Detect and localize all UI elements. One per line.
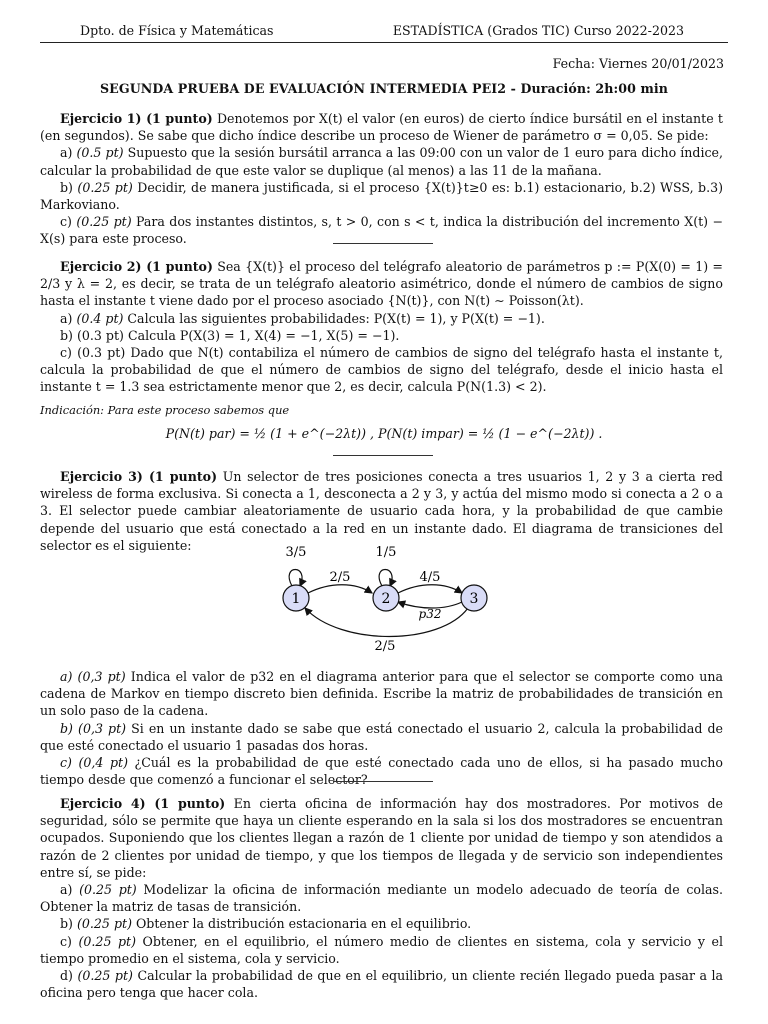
ex1-intro: Ejercicio 1) (1 punto) Denotemos por X(t) el valor (en euros) de cierto índice bursátil en el instante t (en segundos). Se sabe que dicho índice describe un proceso de Wiener de parámetro σ = 0,05. Se pide:: [40, 111, 723, 144]
ex2-part-c: c) (0.3 pt) Dado que N(t) contabiliza el número de cambios de signo del telégrafo hasta el instante t, calcula la probabilidad de que el número de cambios de signo del telégrafo, desde el inicio hasta el instante t = 1.3 sea estrictamente menor que 2, es decir, calcula P(N(1.3) < 2).: [40, 345, 723, 395]
edge-3-1-arrow: [305, 608, 468, 637]
header-rule: [40, 42, 728, 43]
state-3-label: 3: [469, 591, 479, 607]
ex1-heading: Ejercicio 1) (1 punto): [60, 111, 213, 126]
ex4-part-c: c) (0.25 pt) Obtener, en el equilibrio, el número medio de clientes en sistema, cola y servicio y el tiempo promedio en el sistema, cola y servicio.: [40, 933, 723, 966]
ex3-part-c: c) (0,4 pt) ¿Cuál es la probabilidad de que esté conectado cada uno de ellos, si ha pasado mucho tiempo desde que comenzó a funcionar el selector?: [40, 755, 723, 788]
exercise-4: [40, 795, 723, 1001]
ex3-part-b: b) (0,3 pt) Si en un instante dado se sabe que está conectado el usuario 2, calcula la probabilidad de que esté conectado el usuario 1 pasadas dos horas.: [40, 720, 723, 753]
ex3-intro: Ejercicio 3) (1 punto) Un selector de tres posiciones conecta a tres usuarios 1, 2 y 3 a cierta red wireless de forma exclusiva. Si conecta a 1, desconecta a 2 y 3, y actúa del mismo modo si conecta a 2 o a 3. El selector puede cambiar aleatoriamente de usuario cada hora, y la probabilidad de que cambie depende del usuario que está conectado a la red en un instante dado. El diagrama de transiciones del selector es el siguiente:: [40, 469, 723, 553]
ex2-part-a: a) (0.4 pt) Calcula las siguientes probabilidades: P(X(t) = 1), y P(X(t) = −1).: [60, 310, 545, 326]
edge-1-2-label: 2/5: [329, 570, 351, 585]
edge-3-1-label: 2/5: [374, 639, 396, 654]
ex1-part-a: a) (0.5 pt) Supuesto que la sesión bursátil arranca a las 09:00 con un valor de 1 euro para dicho índice, calcular la probabilidad de que este valor se duplique (al menos) a las 11 de la mañana.: [40, 145, 723, 178]
exercise-2: [40, 258, 723, 419]
separator: [333, 243, 433, 244]
exam-date: Fecha: Viernes 20/01/2023: [552, 56, 724, 71]
course-header: ESTADÍSTICA (Grados TIC) Curso 2022-2023: [392, 23, 684, 38]
ex4-part-a: a) (0.25 pt) Modelizar la oficina de información mediante un modelo adecuado de teoría de colas. Obtener la matriz de tasas de transición.: [40, 882, 723, 915]
ex2-intro: Ejercicio 2) (1 punto) Sea {X(t)} el proceso del telégrafo aleatorio de parámetros p := P(X(0) = 1) = 2/3 y λ = 2, es decir, se trata de un telégrafo aleatorio asimétrico, donde el número de cambios de signo hasta el instante t viene dado por el proceso asociado {N(t)}, con N(t) ∼ Poisson(λt).: [40, 259, 723, 309]
department-header: Dpto. de Física y Matemáticas: [80, 23, 274, 38]
ex2-note: Indicación: Para este proceso sabemos que: [40, 402, 290, 417]
separator: [333, 781, 433, 782]
edge-2-3-arrow: [398, 585, 462, 593]
separator: [333, 455, 433, 456]
ex1-part-c: c) (0.25 pt) Para dos instantes distintos, s, t > 0, con s < t, indica la distribución del incremento X(t) − X(s) para este proceso.: [40, 214, 723, 247]
exercise-1: [40, 110, 723, 248]
edge-3-2-label: p32: [418, 607, 442, 621]
state-2-label: 2: [381, 591, 391, 607]
edge-1-2-arrow: [308, 585, 372, 593]
state-1-label: 1: [291, 591, 301, 607]
ex4-part-b: b) (0.25 pt) Obtener la distribución estacionaria en el equilibrio.: [60, 916, 472, 932]
ex2-part-b: b) (0.3 pt) Calcula P(X(3) = 1, X(4) = −1, X(5) = −1).: [60, 327, 400, 343]
ex1-part-b: b) (0.25 pt) Decidir, de manera justificada, si el proceso {X(t)}t≥0 es: b.1) estacionario, b.2) WSS, b.3) Markoviano.: [40, 179, 723, 213]
ex4-heading: Ejercicio 4) (1 punto): [60, 796, 226, 811]
ex3-part-a: a) (0,3 pt) Indica el valor de p32 en el diagrama anterior para que el selector se comporte como una cadena de Markov en tiempo discreto bien definida. Escribe la matriz de probabilidades de transición en un solo paso de la cadena.: [40, 669, 723, 719]
exam-title: SEGUNDA PRUEBA DE EVALUACIÓN INTERMEDIA PEI2 - Duración: 2h:00 min: [99, 81, 669, 96]
loop-1-arrow: [289, 570, 302, 587]
loop-2-label: 1/5: [375, 545, 397, 560]
ex2-heading: Ejercicio 2) (1 punto): [60, 259, 213, 274]
edge-2-3-label: 4/5: [419, 570, 441, 585]
loop-2-arrow: [379, 570, 392, 587]
loop-1-label: 3/5: [285, 545, 307, 560]
ex3-heading: Ejercicio 3) (1 punto): [60, 469, 218, 484]
telegraph-formula: P(N(t) par) = ½ (1 + e^(−2λt)) , P(N(t) impar) = ½ (1 − e^(−2λt)) .: [165, 426, 603, 441]
exercise-3-parts: [40, 668, 723, 788]
ex4-intro: Ejercicio 4) (1 punto) En cierta oficina de información hay dos mostradores. Por motivos de seguridad, sólo se permite que haya un cliente esperando en la sala si los dos mostradores se encuentran ocupados. Suponiendo que los clientes llegan a razón de 1 cliente por unidad de tiempo y son atendidos a razón de 2 clientes por unidad de tiempo, y que los tiempos de llegada y de servicio son independientes entre sí, se pide:: [40, 796, 724, 880]
transition-diagram: [270, 538, 500, 658]
ex4-part-d: d) (0.25 pt) Calcular la probabilidad de que en el equilibrio, un cliente recién llegado pueda pasar a la oficina pero tenga que hacer cola.: [40, 968, 724, 1001]
